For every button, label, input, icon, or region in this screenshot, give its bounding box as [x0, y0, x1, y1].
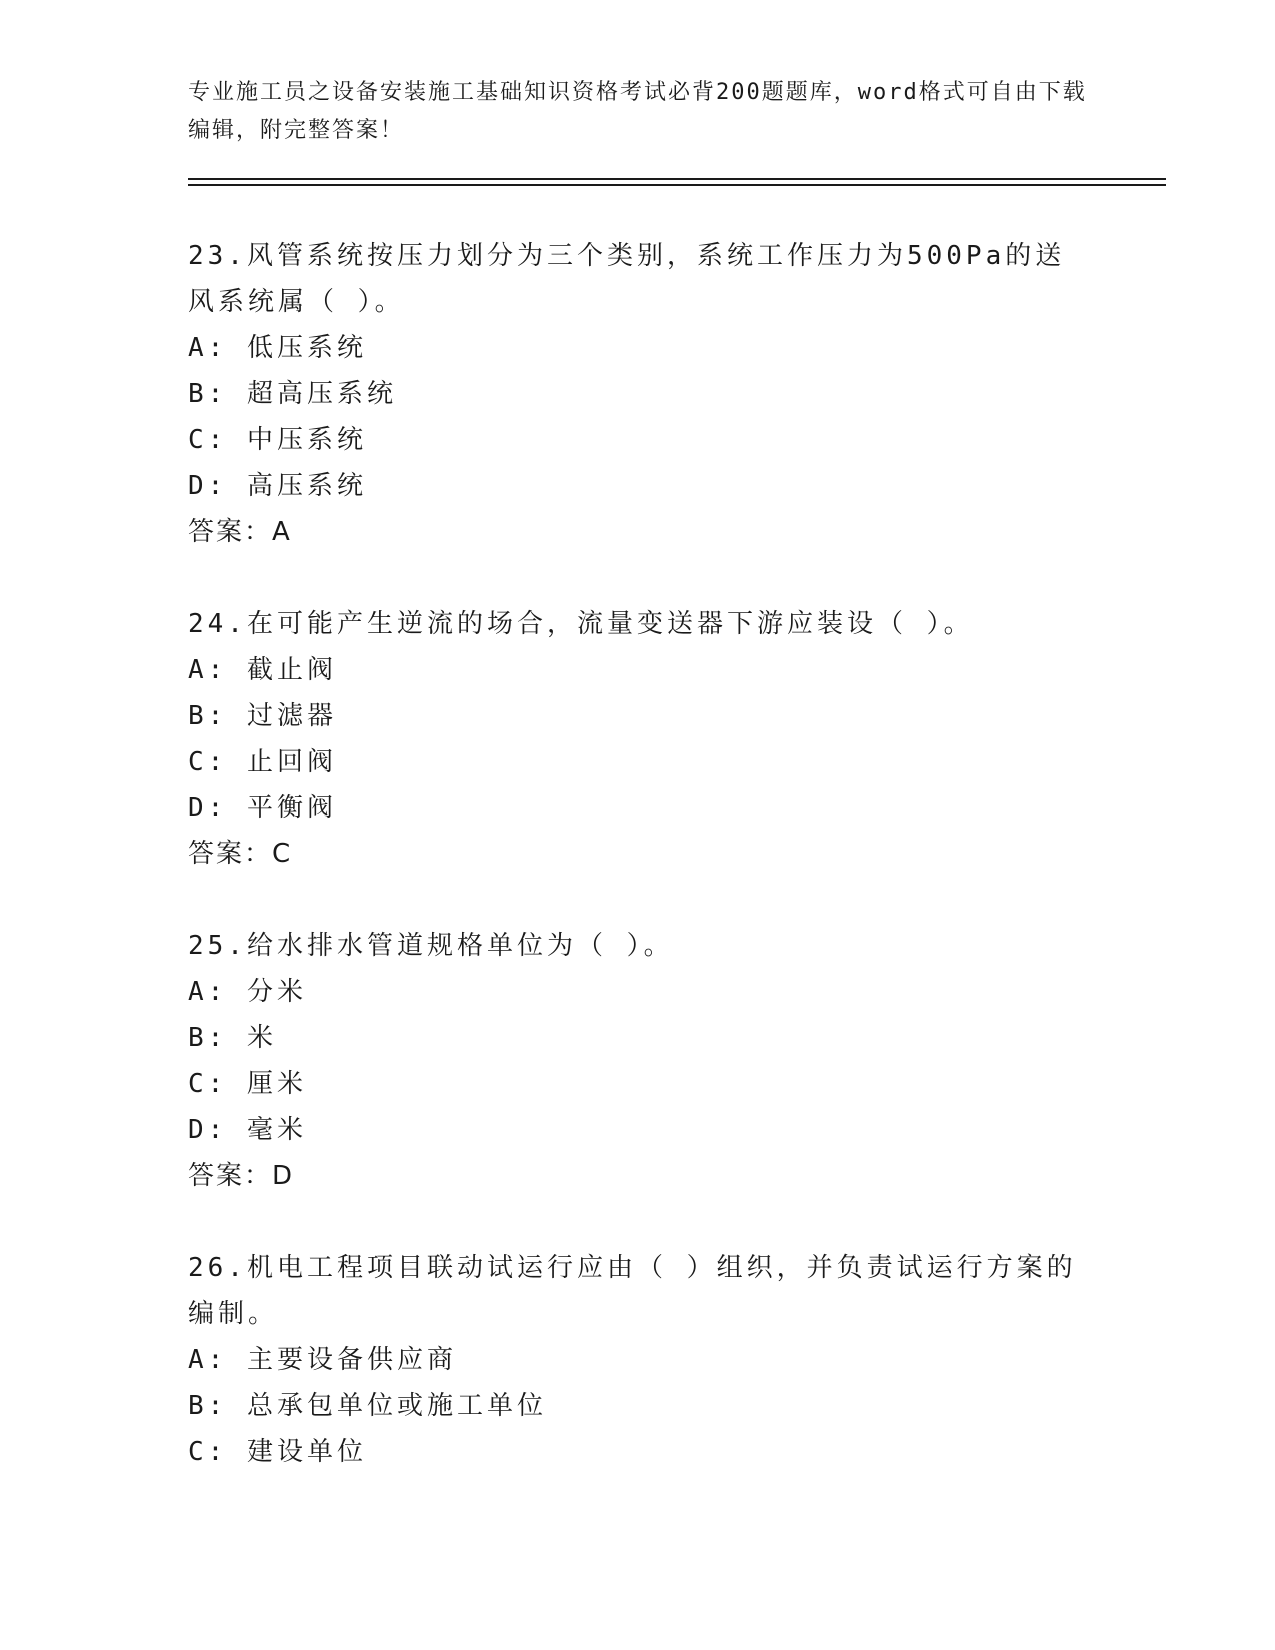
option-a: A: 分米 — [188, 977, 307, 1007]
question-list — [188, 233, 1088, 1521]
option-c: C: 建设单位 — [188, 1437, 367, 1467]
document-intro: 专业施工员之设备安装施工基础知识资格考试必背200题题库，word格式可自由下载编辑，附完整答案！ — [188, 80, 1087, 143]
question-text: 25.给水排水管道规格单位为（ ）。 — [188, 931, 674, 961]
question-26 — [188, 1245, 1088, 1475]
question-25 — [188, 923, 1088, 1199]
option-d: D: 平衡阀 — [188, 793, 337, 823]
answer: 答案：D — [188, 1161, 295, 1191]
option-b: B: 总承包单位或施工单位 — [188, 1391, 547, 1421]
question-text: 26.机电工程项目联动试运行应由（ ）组织，并负责试运行方案的编制。 — [188, 1253, 1077, 1329]
option-c: C: 厘米 — [188, 1069, 307, 1099]
header-divider-bottom — [188, 184, 1166, 186]
option-c: C: 中压系统 — [188, 425, 367, 455]
question-24 — [188, 601, 1088, 877]
option-a: A: 低压系统 — [188, 333, 367, 363]
option-a: A: 主要设备供应商 — [188, 1345, 457, 1375]
option-c: C: 止回阀 — [188, 747, 337, 777]
question-23 — [188, 233, 1088, 555]
option-d: D: 毫米 — [188, 1115, 307, 1145]
option-b: B: 过滤器 — [188, 701, 337, 731]
question-text: 23.风管系统按压力划分为三个类别，系统工作压力为500Pa的送风系统属（ ）。 — [188, 241, 1066, 317]
option-b: B: 米 — [188, 1023, 277, 1053]
option-d: D: 高压系统 — [188, 471, 367, 501]
question-text: 24.在可能产生逆流的场合，流量变送器下游应装设（ ）。 — [188, 609, 974, 639]
option-a: A: 截止阀 — [188, 655, 337, 685]
answer: 答案：C — [188, 839, 293, 869]
header-divider-top — [188, 178, 1166, 180]
option-b: B: 超高压系统 — [188, 379, 397, 409]
answer: 答案：A — [188, 517, 292, 547]
